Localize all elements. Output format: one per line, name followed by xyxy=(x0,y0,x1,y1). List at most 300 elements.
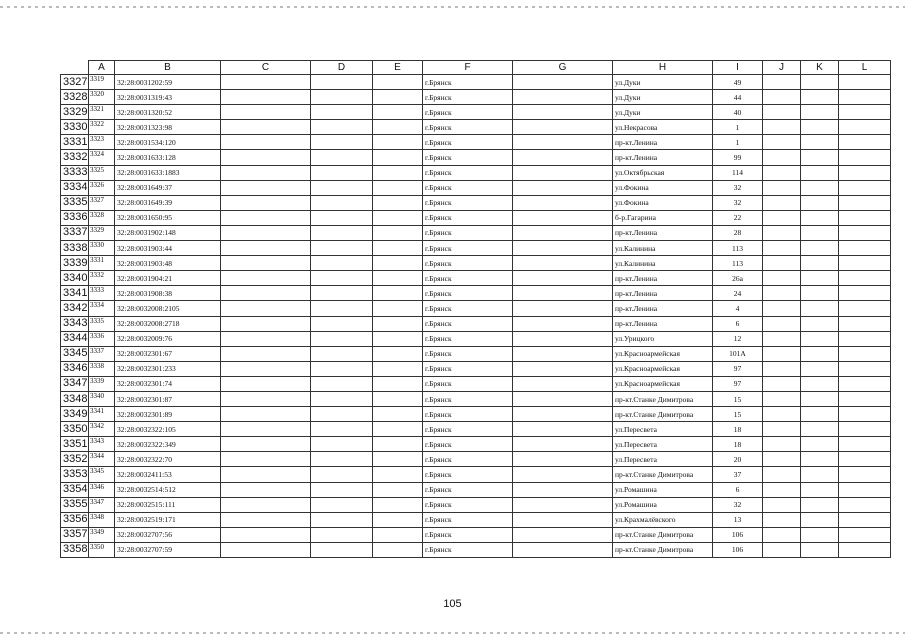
cell-f[interactable]: г.Брянск xyxy=(423,150,513,165)
cell-f[interactable]: г.Брянск xyxy=(423,467,513,482)
cell-b[interactable]: 32:28:0032009:76 xyxy=(115,331,221,346)
column-header[interactable]: E xyxy=(373,61,423,75)
cell-i[interactable]: 15 xyxy=(713,391,763,406)
cell-k[interactable] xyxy=(801,331,839,346)
cell-l[interactable] xyxy=(839,467,891,482)
cell-h[interactable]: пр-кт.Ленина xyxy=(613,135,713,150)
cell-f[interactable]: г.Брянск xyxy=(423,210,513,225)
cell-e[interactable] xyxy=(373,135,423,150)
cell-i[interactable]: 22 xyxy=(713,210,763,225)
cell-h[interactable]: пр-кт.Станке Димитрова xyxy=(613,542,713,557)
cell-k[interactable] xyxy=(801,407,839,422)
cell-e[interactable] xyxy=(373,527,423,542)
cell-i[interactable]: 13 xyxy=(713,512,763,527)
cell-b[interactable]: 32:28:0031320:52 xyxy=(115,105,221,120)
cell-d[interactable] xyxy=(311,437,373,452)
cell-e[interactable] xyxy=(373,195,423,210)
cell-a[interactable]: 3347 xyxy=(89,497,115,512)
cell-a[interactable]: 3342 xyxy=(89,422,115,437)
cell-l[interactable] xyxy=(839,271,891,286)
cell-i[interactable]: 6 xyxy=(713,482,763,497)
cell-h[interactable]: ул.Ромашина xyxy=(613,497,713,512)
cell-f[interactable]: г.Брянск xyxy=(423,407,513,422)
cell-l[interactable] xyxy=(839,105,891,120)
cell-h[interactable]: ул.Дуки xyxy=(613,75,713,90)
cell-j[interactable] xyxy=(763,105,801,120)
cell-a[interactable]: 3324 xyxy=(89,150,115,165)
cell-b[interactable]: 32:28:0031633:1883 xyxy=(115,165,221,180)
cell-l[interactable] xyxy=(839,376,891,391)
cell-d[interactable] xyxy=(311,75,373,90)
row-number[interactable]: 3335 xyxy=(61,195,89,210)
cell-h[interactable]: ул.Урицкого xyxy=(613,331,713,346)
cell-a[interactable]: 3330 xyxy=(89,241,115,256)
cell-a[interactable]: 3346 xyxy=(89,482,115,497)
cell-i[interactable]: 40 xyxy=(713,105,763,120)
cell-k[interactable] xyxy=(801,542,839,557)
cell-k[interactable] xyxy=(801,497,839,512)
cell-a[interactable]: 3334 xyxy=(89,301,115,316)
cell-c[interactable] xyxy=(221,346,311,361)
cell-l[interactable] xyxy=(839,90,891,105)
cell-k[interactable] xyxy=(801,195,839,210)
cell-a[interactable]: 3321 xyxy=(89,105,115,120)
row-number[interactable]: 3355 xyxy=(61,497,89,512)
cell-a[interactable]: 3325 xyxy=(89,165,115,180)
cell-j[interactable] xyxy=(763,331,801,346)
cell-b[interactable]: 32:28:0032707:59 xyxy=(115,542,221,557)
cell-i[interactable]: 26а xyxy=(713,271,763,286)
cell-e[interactable] xyxy=(373,452,423,467)
cell-f[interactable]: г.Брянск xyxy=(423,512,513,527)
cell-a[interactable]: 3341 xyxy=(89,407,115,422)
cell-j[interactable] xyxy=(763,225,801,240)
cell-i[interactable]: 49 xyxy=(713,75,763,90)
cell-d[interactable] xyxy=(311,301,373,316)
cell-a[interactable]: 3335 xyxy=(89,316,115,331)
row-number[interactable]: 3330 xyxy=(61,120,89,135)
cell-j[interactable] xyxy=(763,467,801,482)
cell-d[interactable] xyxy=(311,482,373,497)
cell-l[interactable] xyxy=(839,497,891,512)
row-number[interactable]: 3348 xyxy=(61,391,89,406)
cell-d[interactable] xyxy=(311,180,373,195)
cell-c[interactable] xyxy=(221,271,311,286)
cell-g[interactable] xyxy=(513,346,613,361)
cell-l[interactable] xyxy=(839,180,891,195)
row-number[interactable]: 3344 xyxy=(61,331,89,346)
cell-l[interactable] xyxy=(839,482,891,497)
cell-l[interactable] xyxy=(839,407,891,422)
cell-l[interactable] xyxy=(839,241,891,256)
cell-f[interactable]: г.Брянск xyxy=(423,437,513,452)
cell-k[interactable] xyxy=(801,376,839,391)
cell-h[interactable]: ул.Фокина xyxy=(613,180,713,195)
cell-b[interactable]: 32:28:0031903:48 xyxy=(115,256,221,271)
cell-g[interactable] xyxy=(513,225,613,240)
cell-j[interactable] xyxy=(763,497,801,512)
cell-g[interactable] xyxy=(513,391,613,406)
cell-e[interactable] xyxy=(373,467,423,482)
cell-a[interactable]: 3343 xyxy=(89,437,115,452)
cell-g[interactable] xyxy=(513,361,613,376)
cell-b[interactable]: 32:28:0031908:38 xyxy=(115,286,221,301)
cell-k[interactable] xyxy=(801,225,839,240)
cell-c[interactable] xyxy=(221,437,311,452)
cell-d[interactable] xyxy=(311,542,373,557)
cell-b[interactable]: 32:28:0031902:148 xyxy=(115,225,221,240)
cell-j[interactable] xyxy=(763,241,801,256)
cell-f[interactable]: г.Брянск xyxy=(423,105,513,120)
cell-f[interactable]: г.Брянск xyxy=(423,527,513,542)
cell-k[interactable] xyxy=(801,301,839,316)
cell-c[interactable] xyxy=(221,90,311,105)
cell-h[interactable]: ул.Калинина xyxy=(613,256,713,271)
cell-k[interactable] xyxy=(801,437,839,452)
cell-k[interactable] xyxy=(801,75,839,90)
cell-f[interactable]: г.Брянск xyxy=(423,225,513,240)
column-header[interactable]: L xyxy=(839,61,891,75)
cell-d[interactable] xyxy=(311,346,373,361)
cell-b[interactable]: 32:28:0031202:59 xyxy=(115,75,221,90)
cell-d[interactable] xyxy=(311,195,373,210)
cell-g[interactable] xyxy=(513,75,613,90)
cell-j[interactable] xyxy=(763,210,801,225)
cell-d[interactable] xyxy=(311,331,373,346)
cell-a[interactable]: 3327 xyxy=(89,195,115,210)
column-header[interactable]: G xyxy=(513,61,613,75)
cell-f[interactable]: г.Брянск xyxy=(423,120,513,135)
cell-a[interactable]: 3331 xyxy=(89,256,115,271)
cell-j[interactable] xyxy=(763,346,801,361)
cell-j[interactable] xyxy=(763,437,801,452)
cell-e[interactable] xyxy=(373,75,423,90)
cell-e[interactable] xyxy=(373,256,423,271)
row-number[interactable]: 3337 xyxy=(61,225,89,240)
cell-d[interactable] xyxy=(311,497,373,512)
cell-g[interactable] xyxy=(513,210,613,225)
cell-j[interactable] xyxy=(763,90,801,105)
cell-c[interactable] xyxy=(221,105,311,120)
cell-i[interactable]: 15 xyxy=(713,407,763,422)
cell-f[interactable]: г.Брянск xyxy=(423,452,513,467)
cell-g[interactable] xyxy=(513,542,613,557)
cell-k[interactable] xyxy=(801,527,839,542)
cell-h[interactable]: б-р.Гагарина xyxy=(613,210,713,225)
cell-k[interactable] xyxy=(801,452,839,467)
cell-i[interactable]: 12 xyxy=(713,331,763,346)
cell-d[interactable] xyxy=(311,391,373,406)
cell-g[interactable] xyxy=(513,301,613,316)
cell-d[interactable] xyxy=(311,90,373,105)
column-header[interactable]: C xyxy=(221,61,311,75)
cell-e[interactable] xyxy=(373,165,423,180)
cell-i[interactable]: 32 xyxy=(713,180,763,195)
cell-h[interactable]: ул.Пересвета xyxy=(613,437,713,452)
cell-f[interactable]: г.Брянск xyxy=(423,286,513,301)
cell-k[interactable] xyxy=(801,256,839,271)
cell-j[interactable] xyxy=(763,361,801,376)
cell-h[interactable]: пр-кт.Ленина xyxy=(613,225,713,240)
cell-a[interactable]: 3333 xyxy=(89,286,115,301)
cell-b[interactable]: 32:28:0031649:37 xyxy=(115,180,221,195)
cell-h[interactable]: ул.Крахмалёвского xyxy=(613,512,713,527)
cell-h[interactable]: пр-кт.Станке Димитрова xyxy=(613,527,713,542)
cell-b[interactable]: 32:28:0031904:21 xyxy=(115,271,221,286)
cell-f[interactable]: г.Брянск xyxy=(423,256,513,271)
cell-g[interactable] xyxy=(513,180,613,195)
cell-l[interactable] xyxy=(839,452,891,467)
cell-d[interactable] xyxy=(311,150,373,165)
cell-k[interactable] xyxy=(801,391,839,406)
cell-e[interactable] xyxy=(373,542,423,557)
cell-j[interactable] xyxy=(763,407,801,422)
cell-g[interactable] xyxy=(513,437,613,452)
cell-c[interactable] xyxy=(221,422,311,437)
cell-h[interactable]: пр-кт.Станке Димитрова xyxy=(613,391,713,406)
column-header[interactable]: B xyxy=(115,61,221,75)
cell-l[interactable] xyxy=(839,437,891,452)
row-number[interactable]: 3352 xyxy=(61,452,89,467)
row-number[interactable]: 3358 xyxy=(61,542,89,557)
row-number[interactable]: 3336 xyxy=(61,210,89,225)
cell-h[interactable]: пр-кт.Ленина xyxy=(613,271,713,286)
cell-j[interactable] xyxy=(763,256,801,271)
row-number[interactable]: 3353 xyxy=(61,467,89,482)
cell-e[interactable] xyxy=(373,241,423,256)
row-number[interactable]: 3338 xyxy=(61,241,89,256)
cell-h[interactable]: ул.Пересвета xyxy=(613,452,713,467)
cell-k[interactable] xyxy=(801,180,839,195)
cell-f[interactable]: г.Брянск xyxy=(423,180,513,195)
cell-k[interactable] xyxy=(801,210,839,225)
cell-g[interactable] xyxy=(513,165,613,180)
column-header[interactable]: I xyxy=(713,61,763,75)
row-number[interactable]: 3347 xyxy=(61,376,89,391)
cell-f[interactable]: г.Брянск xyxy=(423,165,513,180)
cell-h[interactable]: пр-кт.Ленина xyxy=(613,286,713,301)
cell-d[interactable] xyxy=(311,407,373,422)
cell-f[interactable]: г.Брянск xyxy=(423,90,513,105)
cell-l[interactable] xyxy=(839,512,891,527)
row-number[interactable]: 3346 xyxy=(61,361,89,376)
cell-i[interactable]: 113 xyxy=(713,256,763,271)
cell-b[interactable]: 32:28:0032707:56 xyxy=(115,527,221,542)
cell-a[interactable]: 3344 xyxy=(89,452,115,467)
cell-d[interactable] xyxy=(311,241,373,256)
cell-j[interactable] xyxy=(763,286,801,301)
cell-g[interactable] xyxy=(513,422,613,437)
row-number[interactable]: 3332 xyxy=(61,150,89,165)
cell-b[interactable]: 32:28:0031633:128 xyxy=(115,150,221,165)
cell-i[interactable]: 97 xyxy=(713,361,763,376)
cell-g[interactable] xyxy=(513,195,613,210)
cell-g[interactable] xyxy=(513,256,613,271)
cell-j[interactable] xyxy=(763,75,801,90)
cell-e[interactable] xyxy=(373,225,423,240)
cell-i[interactable]: 18 xyxy=(713,422,763,437)
cell-a[interactable]: 3328 xyxy=(89,210,115,225)
cell-e[interactable] xyxy=(373,316,423,331)
cell-i[interactable]: 106 xyxy=(713,542,763,557)
cell-d[interactable] xyxy=(311,120,373,135)
cell-b[interactable]: 32:28:0032322:105 xyxy=(115,422,221,437)
cell-c[interactable] xyxy=(221,316,311,331)
cell-c[interactable] xyxy=(221,331,311,346)
cell-k[interactable] xyxy=(801,105,839,120)
cell-l[interactable] xyxy=(839,120,891,135)
cell-a[interactable]: 3337 xyxy=(89,346,115,361)
cell-j[interactable] xyxy=(763,180,801,195)
cell-e[interactable] xyxy=(373,331,423,346)
cell-f[interactable]: г.Брянск xyxy=(423,391,513,406)
cell-l[interactable] xyxy=(839,195,891,210)
cell-h[interactable]: ул.Красноармейская xyxy=(613,376,713,391)
cell-c[interactable] xyxy=(221,512,311,527)
cell-g[interactable] xyxy=(513,512,613,527)
cell-b[interactable]: 32:28:0032301:233 xyxy=(115,361,221,376)
cell-c[interactable] xyxy=(221,527,311,542)
cell-i[interactable]: 37 xyxy=(713,467,763,482)
cell-k[interactable] xyxy=(801,346,839,361)
cell-k[interactable] xyxy=(801,467,839,482)
cell-f[interactable]: г.Брянск xyxy=(423,135,513,150)
cell-c[interactable] xyxy=(221,120,311,135)
cell-j[interactable] xyxy=(763,422,801,437)
cell-j[interactable] xyxy=(763,452,801,467)
cell-e[interactable] xyxy=(373,210,423,225)
cell-c[interactable] xyxy=(221,180,311,195)
cell-h[interactable]: ул.Фокина xyxy=(613,195,713,210)
cell-b[interactable]: 32:28:0032322:70 xyxy=(115,452,221,467)
cell-i[interactable]: 6 xyxy=(713,316,763,331)
cell-h[interactable]: пр-кт.Ленина xyxy=(613,150,713,165)
row-number[interactable]: 3349 xyxy=(61,407,89,422)
cell-i[interactable]: 4 xyxy=(713,301,763,316)
cell-l[interactable] xyxy=(839,165,891,180)
cell-g[interactable] xyxy=(513,376,613,391)
cell-a[interactable]: 3323 xyxy=(89,135,115,150)
cell-g[interactable] xyxy=(513,331,613,346)
cell-b[interactable]: 32:28:0031319:43 xyxy=(115,90,221,105)
cell-a[interactable]: 3340 xyxy=(89,391,115,406)
column-header[interactable]: J xyxy=(763,61,801,75)
cell-b[interactable]: 32:28:0032519:171 xyxy=(115,512,221,527)
cell-c[interactable] xyxy=(221,150,311,165)
row-number[interactable]: 3331 xyxy=(61,135,89,150)
cell-e[interactable] xyxy=(373,482,423,497)
cell-a[interactable]: 3326 xyxy=(89,180,115,195)
cell-i[interactable]: 1 xyxy=(713,120,763,135)
cell-h[interactable]: ул.Октябрьская xyxy=(613,165,713,180)
cell-l[interactable] xyxy=(839,75,891,90)
cell-k[interactable] xyxy=(801,482,839,497)
cell-l[interactable] xyxy=(839,346,891,361)
cell-a[interactable]: 3350 xyxy=(89,542,115,557)
column-header[interactable]: D xyxy=(311,61,373,75)
cell-f[interactable]: г.Брянск xyxy=(423,346,513,361)
cell-g[interactable] xyxy=(513,105,613,120)
cell-k[interactable] xyxy=(801,135,839,150)
cell-j[interactable] xyxy=(763,120,801,135)
cell-a[interactable]: 3345 xyxy=(89,467,115,482)
cell-i[interactable]: 44 xyxy=(713,90,763,105)
cell-f[interactable]: г.Брянск xyxy=(423,195,513,210)
row-number[interactable]: 3345 xyxy=(61,346,89,361)
cell-k[interactable] xyxy=(801,90,839,105)
row-number[interactable]: 3327 xyxy=(61,75,89,90)
cell-j[interactable] xyxy=(763,482,801,497)
cell-j[interactable] xyxy=(763,271,801,286)
cell-e[interactable] xyxy=(373,271,423,286)
column-header[interactable]: H xyxy=(613,61,713,75)
cell-c[interactable] xyxy=(221,376,311,391)
cell-b[interactable]: 32:28:0031534:120 xyxy=(115,135,221,150)
row-number[interactable]: 3354 xyxy=(61,482,89,497)
cell-b[interactable]: 32:28:0032301:67 xyxy=(115,346,221,361)
cell-e[interactable] xyxy=(373,376,423,391)
cell-l[interactable] xyxy=(839,422,891,437)
cell-f[interactable]: г.Брянск xyxy=(423,75,513,90)
cell-l[interactable] xyxy=(839,527,891,542)
cell-e[interactable] xyxy=(373,346,423,361)
cell-l[interactable] xyxy=(839,150,891,165)
cell-e[interactable] xyxy=(373,497,423,512)
cell-i[interactable]: 24 xyxy=(713,286,763,301)
cell-k[interactable] xyxy=(801,241,839,256)
cell-k[interactable] xyxy=(801,316,839,331)
cell-g[interactable] xyxy=(513,90,613,105)
cell-d[interactable] xyxy=(311,256,373,271)
cell-l[interactable] xyxy=(839,256,891,271)
cell-f[interactable]: г.Брянск xyxy=(423,376,513,391)
cell-g[interactable] xyxy=(513,407,613,422)
cell-l[interactable] xyxy=(839,210,891,225)
cell-i[interactable]: 1 xyxy=(713,135,763,150)
cell-c[interactable] xyxy=(221,497,311,512)
cell-i[interactable]: 114 xyxy=(713,165,763,180)
cell-c[interactable] xyxy=(221,135,311,150)
cell-h[interactable]: пр-кт.Станке Димитрова xyxy=(613,467,713,482)
cell-f[interactable]: г.Брянск xyxy=(423,316,513,331)
cell-d[interactable] xyxy=(311,271,373,286)
cell-d[interactable] xyxy=(311,512,373,527)
cell-l[interactable] xyxy=(839,316,891,331)
cell-h[interactable]: ул.Пересвета xyxy=(613,422,713,437)
cell-j[interactable] xyxy=(763,527,801,542)
cell-a[interactable]: 3322 xyxy=(89,120,115,135)
cell-c[interactable] xyxy=(221,75,311,90)
cell-c[interactable] xyxy=(221,407,311,422)
cell-d[interactable] xyxy=(311,467,373,482)
row-number[interactable]: 3342 xyxy=(61,301,89,316)
cell-g[interactable] xyxy=(513,120,613,135)
cell-f[interactable]: г.Брянск xyxy=(423,331,513,346)
row-number[interactable]: 3328 xyxy=(61,90,89,105)
cell-g[interactable] xyxy=(513,135,613,150)
cell-f[interactable]: г.Брянск xyxy=(423,241,513,256)
cell-l[interactable] xyxy=(839,361,891,376)
cell-h[interactable]: пр-кт.Ленина xyxy=(613,301,713,316)
cell-c[interactable] xyxy=(221,301,311,316)
cell-k[interactable] xyxy=(801,271,839,286)
cell-d[interactable] xyxy=(311,135,373,150)
cell-g[interactable] xyxy=(513,150,613,165)
cell-h[interactable]: пр-кт.Станке Димитрова xyxy=(613,407,713,422)
row-number[interactable]: 3356 xyxy=(61,512,89,527)
cell-g[interactable] xyxy=(513,527,613,542)
cell-b[interactable]: 32:28:0031903:44 xyxy=(115,241,221,256)
